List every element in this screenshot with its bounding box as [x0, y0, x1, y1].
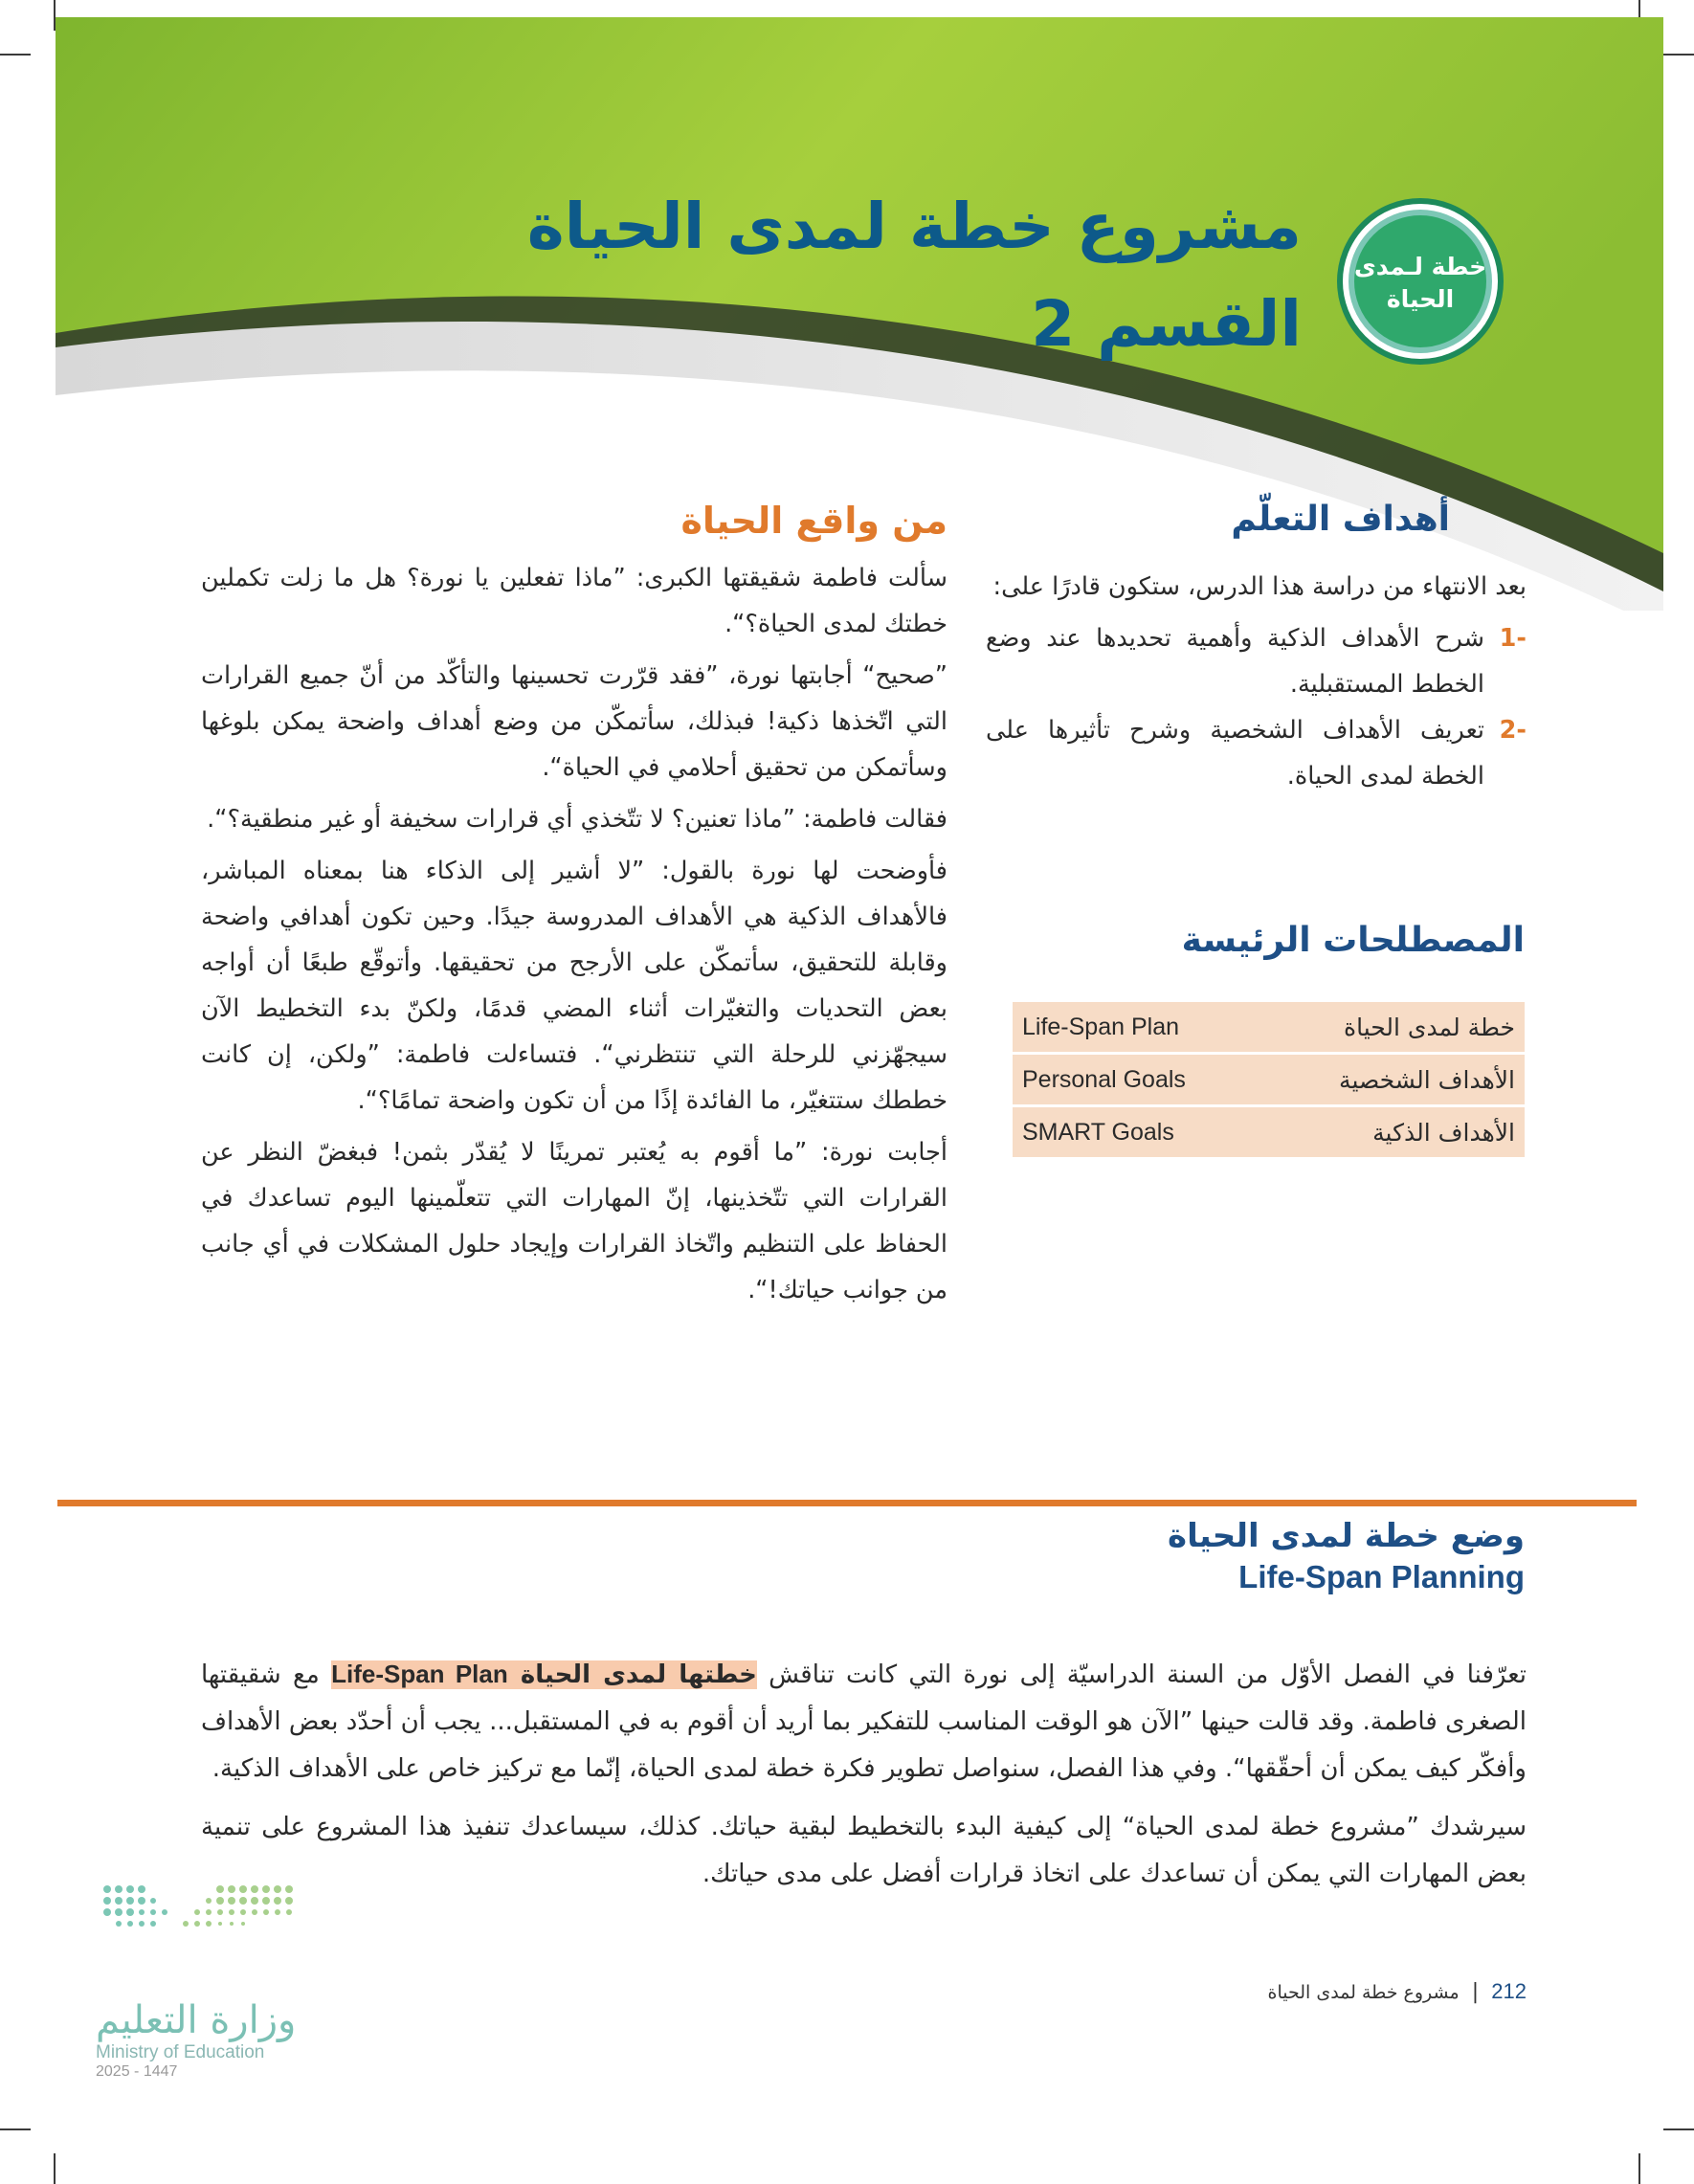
crop-mark: [1663, 2128, 1694, 2130]
real-life-heading: من واقع الحياة: [680, 500, 947, 542]
term-ar: الأهداف الذكية: [1260, 1106, 1525, 1159]
section-subtitle: القسم 2: [1031, 287, 1302, 361]
section-body: [201, 1651, 1527, 1904]
objectives-list: [986, 615, 1527, 799]
ministry-name-ar: وزارة التعليم: [96, 1998, 297, 2042]
body-text: مع شقيقتها الصغرى فاطمة. وقد قالت حينها ”الآن هو الوقت المناسب للتفكير بما أريد أن أقوم به في المستقبل... يجب أن أحدّد بعض الأهداف وأفكّر كيف يمكن أن أحقّقها“. وفي هذا الفصل، سنواصل تطوير فكرة خطة لمدى الحياة، إنّما مع تركيز خاص على الأهداف الذكية.: [201, 1660, 1527, 1783]
list-item-text: تعريف الأهداف الشخصية وشرح تأثيرها على الخطة لمدى الحياة.: [986, 716, 1484, 791]
highlight-ar: خطتها لمدى الحياة: [520, 1660, 757, 1689]
term-en: Life-Span Plan: [1013, 1002, 1260, 1054]
list-item: [986, 615, 1527, 707]
objectives-intro: بعد الانتهاء من دراسة هذا الدرس، ستكون قادرًا على:: [992, 572, 1527, 601]
key-terms-table: [1013, 1002, 1525, 1160]
badge-line: الحياة: [1386, 285, 1455, 313]
crop-mark: [1663, 54, 1694, 56]
page-number: 212: [1491, 1979, 1527, 2003]
key-terms-table-wrap: [1013, 1002, 1525, 1160]
objectives-heading: أهداف التعلّم: [1231, 500, 1450, 539]
running-title: مشروع خطة لمدى الحياة: [1267, 1982, 1460, 2003]
crop-mark: [0, 54, 31, 56]
term-ar: خطة لمدى الحياة: [1260, 1002, 1525, 1054]
story-paragraph: فأوضحت لها نورة بالقول: ”لا أشير إلى الذكاء هنا بمعناه المباشر، فالأهداف الذكية هي الأهداف المدروسة جيدًا. وحين تكون أهدافي واضحة وقابلة للتحقيق، سأتمكّن على الأرجح من تحقيقها. وأتوقّع طبعًا أن أواجه بعض التحديات والتغيّرات أثناء المضي قدمًا، ولكنّ بدء التخطيط الآن سيجهّزني للرحلة التي تنتظرني“. فتساءلت فاطمة: ”ولكن، إن كانت خططك ستتغيّر، ما الفائدة إذًا من أن تكون واضحة تمامًا؟“.: [201, 857, 947, 1115]
highlight-en: Life-Span Plan: [331, 1660, 508, 1688]
ministry-year: 2025 - 1447: [96, 2063, 178, 2080]
term-ar: الأهداف الشخصية: [1260, 1054, 1525, 1106]
page-footer: [1053, 1979, 1527, 2004]
body-paragraph: [201, 1651, 1527, 1793]
section-heading-ar: وضع خطة لمدى الحياة: [1168, 1517, 1525, 1555]
section-divider: [57, 1500, 1637, 1506]
ministry-logo-dots: [96, 1878, 306, 1983]
key-terms-panel: [1013, 921, 1525, 960]
section-heading-en: Life-Span Planning: [1238, 1559, 1525, 1594]
term-en: SMART Goals: [1013, 1106, 1260, 1159]
story-paragraph: سألت فاطمة شقيقتها الكبرى: ”ماذا تفعلين يا نورة؟ هل ما زلت تكملين خطتك لمدى الحياة؟“.: [201, 564, 947, 638]
footer-separator: |: [1471, 1980, 1480, 2004]
table-row: [1013, 1054, 1525, 1106]
real-life-panel: [201, 500, 947, 1319]
highlighted-term: [331, 1660, 757, 1689]
ministry-logo: [96, 1998, 325, 2081]
body-paragraph: سيرشدك ”مشروع خطة لمدى الحياة“ إلى كيفية البدء بالتخطيط لبقية حياتك. كذلك، سيساعدك تنفيذ هذا المشروع على تنمية بعض المهارات التي يمكن أن تساعدك على اتخاذ قرارات أفضل على مدى حياتك.: [201, 1813, 1527, 1888]
list-item-number: 1-: [1499, 624, 1527, 653]
story-paragraph: أجابت نورة: ”ما أقوم به يُعتبر تمرينًا لا يُقدّر بثمن! فبغضّ النظر عن القرارات التي تتّخذينها، إنّ المهارات التي تتعلّمينها اليوم تساعدك في الحفاظ على التنظيم واتّخاذ القرارات وإيجاد حلول المشكلات في أي جانب من جوانب حياتك!“.: [201, 1138, 947, 1304]
crop-mark: [0, 2128, 31, 2130]
badge-label: [1351, 251, 1489, 316]
list-item-number: 2-: [1499, 716, 1527, 745]
objectives-panel: [986, 500, 1527, 799]
page-title: مشروع خطة لمدى الحياة: [526, 189, 1302, 263]
badge-line: خطة لـمدى: [1353, 253, 1487, 280]
list-item: [986, 707, 1527, 799]
body-text: تعرّفنا في الفصل الأوّل من السنة الدراسيّة إلى نورة التي كانت تناقش: [756, 1660, 1527, 1689]
crop-mark: [54, 2153, 56, 2184]
story-paragraph: ”صحيح“ أجابتها نورة، ”فقد قرّرت تحسينها والتأكّد من أنّ جميع القرارات التي اتّخذها ذكية! فبذلك، سأتمكّن من وضع أهداف واضحة يمكن بلوغها وسأتمكن من تحقيق أحلامي في الحياة“.: [201, 661, 947, 782]
section-heading-block: [861, 1517, 1525, 1595]
table-row: [1013, 1002, 1525, 1054]
list-item-text: شرح الأهداف الذكية وأهمية تحديدها عند وضع الخطط المستقبلية.: [986, 624, 1484, 699]
crop-mark: [1638, 2153, 1640, 2184]
story-paragraph: فقالت فاطمة: ”ماذا تعنين؟ لا تتّخذي أي قرارات سخيفة أو غير منطقية؟“.: [207, 805, 947, 834]
ministry-name-en: Ministry of Education: [96, 2042, 265, 2062]
key-terms-heading: المصطلحات الرئيسة: [1181, 921, 1525, 960]
table-row: [1013, 1106, 1525, 1159]
term-en: Personal Goals: [1013, 1054, 1260, 1106]
